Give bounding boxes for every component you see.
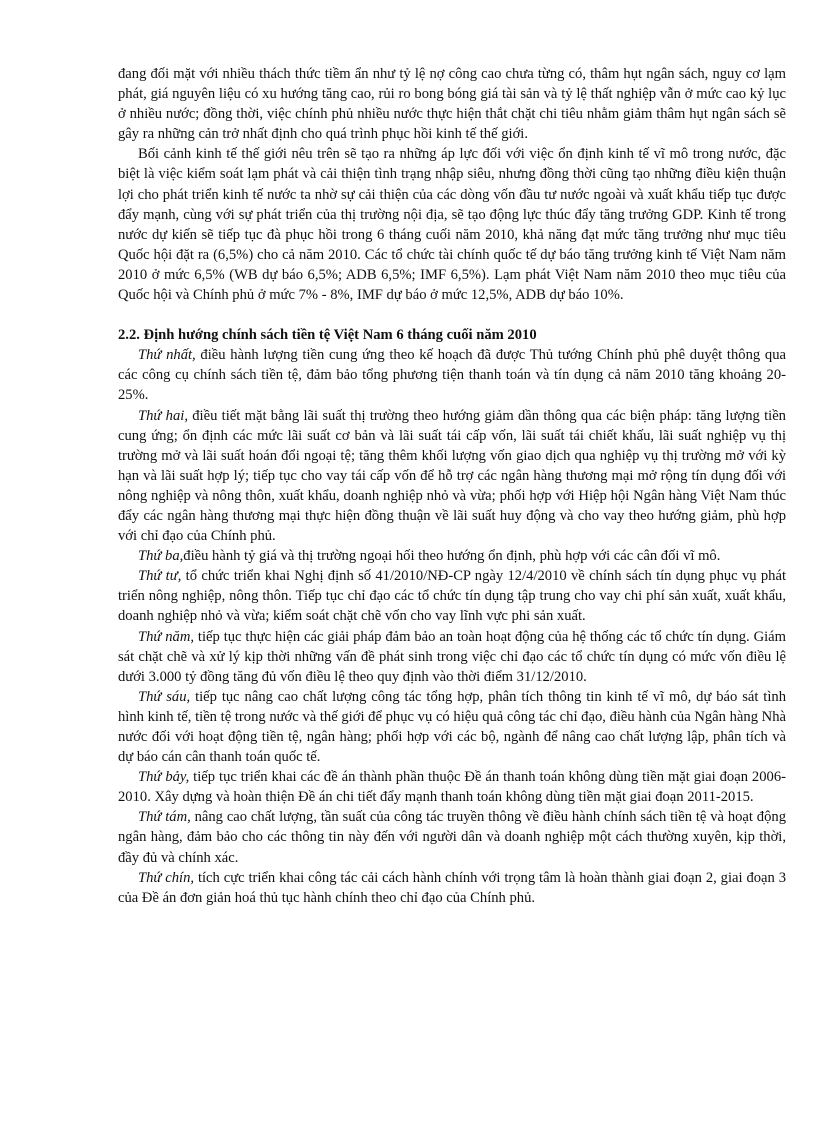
policy-item-text: điều hành tỷ giá và thị trường ngoại hối theo hướng ổn định, phù hợp với các cân đối vĩ mô. <box>183 548 721 565</box>
policy-item-lead: Thứ nhất, <box>138 347 196 364</box>
policy-item-text: điều hành lượng tiền cung ứng theo kế hoạch đã được Thủ tướng Chính phủ phê duyệt thông qua các công cụ chính sách tiền tệ, đảm bảo tổng phương tiện thanh toán và tín dụng cả năm 2010 tăng khoảng 20-25%. <box>118 347 786 404</box>
policy-item-text: tiếp tục thực hiện các giải pháp đảm bảo an toàn hoạt động của hệ thống các tổ chức tín dụng. Giám sát chặt chẽ và xử lý kịp thời những vấn đề phát sinh trong việc chỉ đạo các tổ chức tín dụng có mức vốn điều lệ dưới 3.000 tỷ đồng tăng đủ vốn điều lệ theo quy định vào thời điểm 31/12/2010. <box>118 628 786 685</box>
policy-item-9 <box>118 868 786 908</box>
policy-item-lead: Thứ bảy, <box>138 769 190 786</box>
policy-item-text: điều tiết mặt bằng lãi suất thị trường theo hướng giảm dần thông qua các biện pháp: tăng lượng tiền cung ứng; ổn định các mức lãi suất cơ bản và lãi suất tái cấp vốn, lãi suất tái chiết khấu, lãi suất nghiệp vụ thị trường mở và lãi suất hoán đổi ngoại tệ; tăng thêm khối lượng vốn giao dịch qua nghiệp vụ thị trường mở với kỳ hạn và lãi suất hợp lý; tiếp tục cho vay tái cấp vốn để hỗ trợ các ngân hàng thương mại mở rộng tín dụng đối với nông nghiệp và nông thôn, xuất khẩu, doanh nghiệp nhỏ và vừa; phối hợp với Hiệp hội Ngân hàng Việt Nam thúc đẩy các ngân hàng thương mại thực hiện đồng thuận về lãi suất huy động và cho vay theo hướng giảm, phù hợp với chỉ đạo của Chính phủ. <box>118 407 786 545</box>
policy-item-lead: Thứ tám, <box>138 809 191 826</box>
policy-item-lead: Thứ năm, <box>138 628 195 645</box>
policy-item-lead: Thứ tư, <box>138 568 182 585</box>
policy-item-text: tiếp tục triển khai các đề án thành phần thuộc Đề án thanh toán không dùng tiền mặt giai đoạn 2006-2010. Xây dựng và hoàn thiện Đề án chi tiết đẩy mạnh thanh toán không dùng tiền mặt giai đoạn 2011-2015. <box>118 769 786 806</box>
policy-item-lead: Thứ chín, <box>138 869 195 886</box>
policy-item-5 <box>118 627 786 687</box>
policy-item-text: tiếp tục nâng cao chất lượng công tác tổng hợp, phân tích thông tin kinh tế vĩ mô, dự báo sát tình hình kinh tế, tiền tệ trong nước và thế giới để phục vụ có hiệu quả công tác chỉ đạo, điều hành của Ngân hàng Nhà nước đối với hoạt động tiền tệ, ngân hàng; phối hợp với các bộ, ngành để nâng cao chất lượng lập, phân tích và dự báo cán cân thanh toán quốc tế. <box>118 688 786 766</box>
paragraph-domestic-outlook: Bối cảnh kinh tế thế giới nêu trên sẽ tạo ra những áp lực đối với việc ổn định kinh tế vĩ mô trong nước, đặc biệt là việc kiểm soát lạm phát và cải thiện tình trạng nhập siêu, nhưng đồng thời cũng tạo những điều kiện thuận lợi cho phát triển kinh tế nước ta nhờ sự cải thiện của các dòng vốn đầu tư nước ngoài và xuất khẩu tiếp tục được đẩy mạnh, cùng với sự phát triển của thị trường nội địa, sẽ tạo động lực thúc đẩy tăng trưởng GDP. Kinh tế trong nước dự kiến sẽ tiếp tục đà phục hồi trong 6 tháng cuối năm 2010, khả năng đạt mức tăng trưởng như mục tiêu Quốc hội đặt ra (6,5%) cho cả năm 2010. Các tổ chức tài chính quốc tế dự báo tăng trưởng kinh tế Việt Nam năm 2010 ở mức 6,5% (WB dự báo 6,5%; ADB 6,5%; IMF 6,5%). Lạm phát Việt Nam năm 2010 theo mục tiêu của Quốc hội và Chính phủ ở mức 7% - 8%, IMF dự báo ở mức 12,5%, ADB dự báo 10%. <box>118 146 786 304</box>
policy-item-7 <box>118 767 786 807</box>
section-heading: 2.2. Định hướng chính sách tiền tệ Việt Nam 6 tháng cuối năm 2010 <box>118 327 537 344</box>
policy-item-4 <box>118 566 786 626</box>
paragraph-world-challenges: đang đối mặt với nhiều thách thức tiềm ẩn như tỷ lệ nợ công cao chưa từng có, thâm hụt ngân sách, nguy cơ lạm phát, giá nguyên liệu có xu hướng tăng cao, rủi ro bong bóng giá tài sản và tỷ lệ thất nghiệp vẫn ở mức cao kỷ lục ở nhiều nước; đồng thời, việc chính phủ nhiều nước thực hiện thắt chặt chi tiêu nhằm giảm thâm hụt ngân sách sẽ gây ra những cản trở nhất định cho quá trình phục hồi kinh tế thế giới. <box>118 66 786 143</box>
policy-item-lead: Thứ ba, <box>138 548 184 565</box>
policy-item-lead: Thứ hai, <box>138 407 188 424</box>
policy-item-text: nâng cao chất lượng, tần suất của công tác truyền thông về điều hành chính sách tiền tệ và hoạt động ngân hàng, đảm bảo cho các thông tin này đến với người dân và doanh nghiệp một cách thường xuyên, kịp thời, đầy đủ và chính xác. <box>118 809 786 866</box>
policy-item-2 <box>118 406 786 547</box>
policy-item-6 <box>118 687 786 767</box>
policy-item-3 <box>118 546 786 566</box>
policy-item-1 <box>118 345 786 405</box>
policy-item-8 <box>118 807 786 867</box>
document-page <box>118 64 786 908</box>
policy-item-lead: Thứ sáu, <box>138 688 191 705</box>
policy-item-text: tổ chức triển khai Nghị định số 41/2010/NĐ-CP ngày 12/4/2010 về chính sách tín dụng phục vụ phát triển nông nghiệp, nông thôn. Tiếp tục chỉ đạo các tổ chức tín dụng tập trung cho vay chi phí sản xuất, xuất khẩu, doanh nghiệp nhỏ và vừa; kiểm soát chặt chẽ vốn cho vay lĩnh vực phi sản xuất. <box>118 568 786 625</box>
policy-item-text: tích cực triển khai công tác cải cách hành chính với trọng tâm là hoàn thành giai đoạn 2, giai đoạn 3 của Đề án đơn giản hoá thủ tục hành chính theo chỉ đạo của Chính phủ. <box>118 869 786 906</box>
